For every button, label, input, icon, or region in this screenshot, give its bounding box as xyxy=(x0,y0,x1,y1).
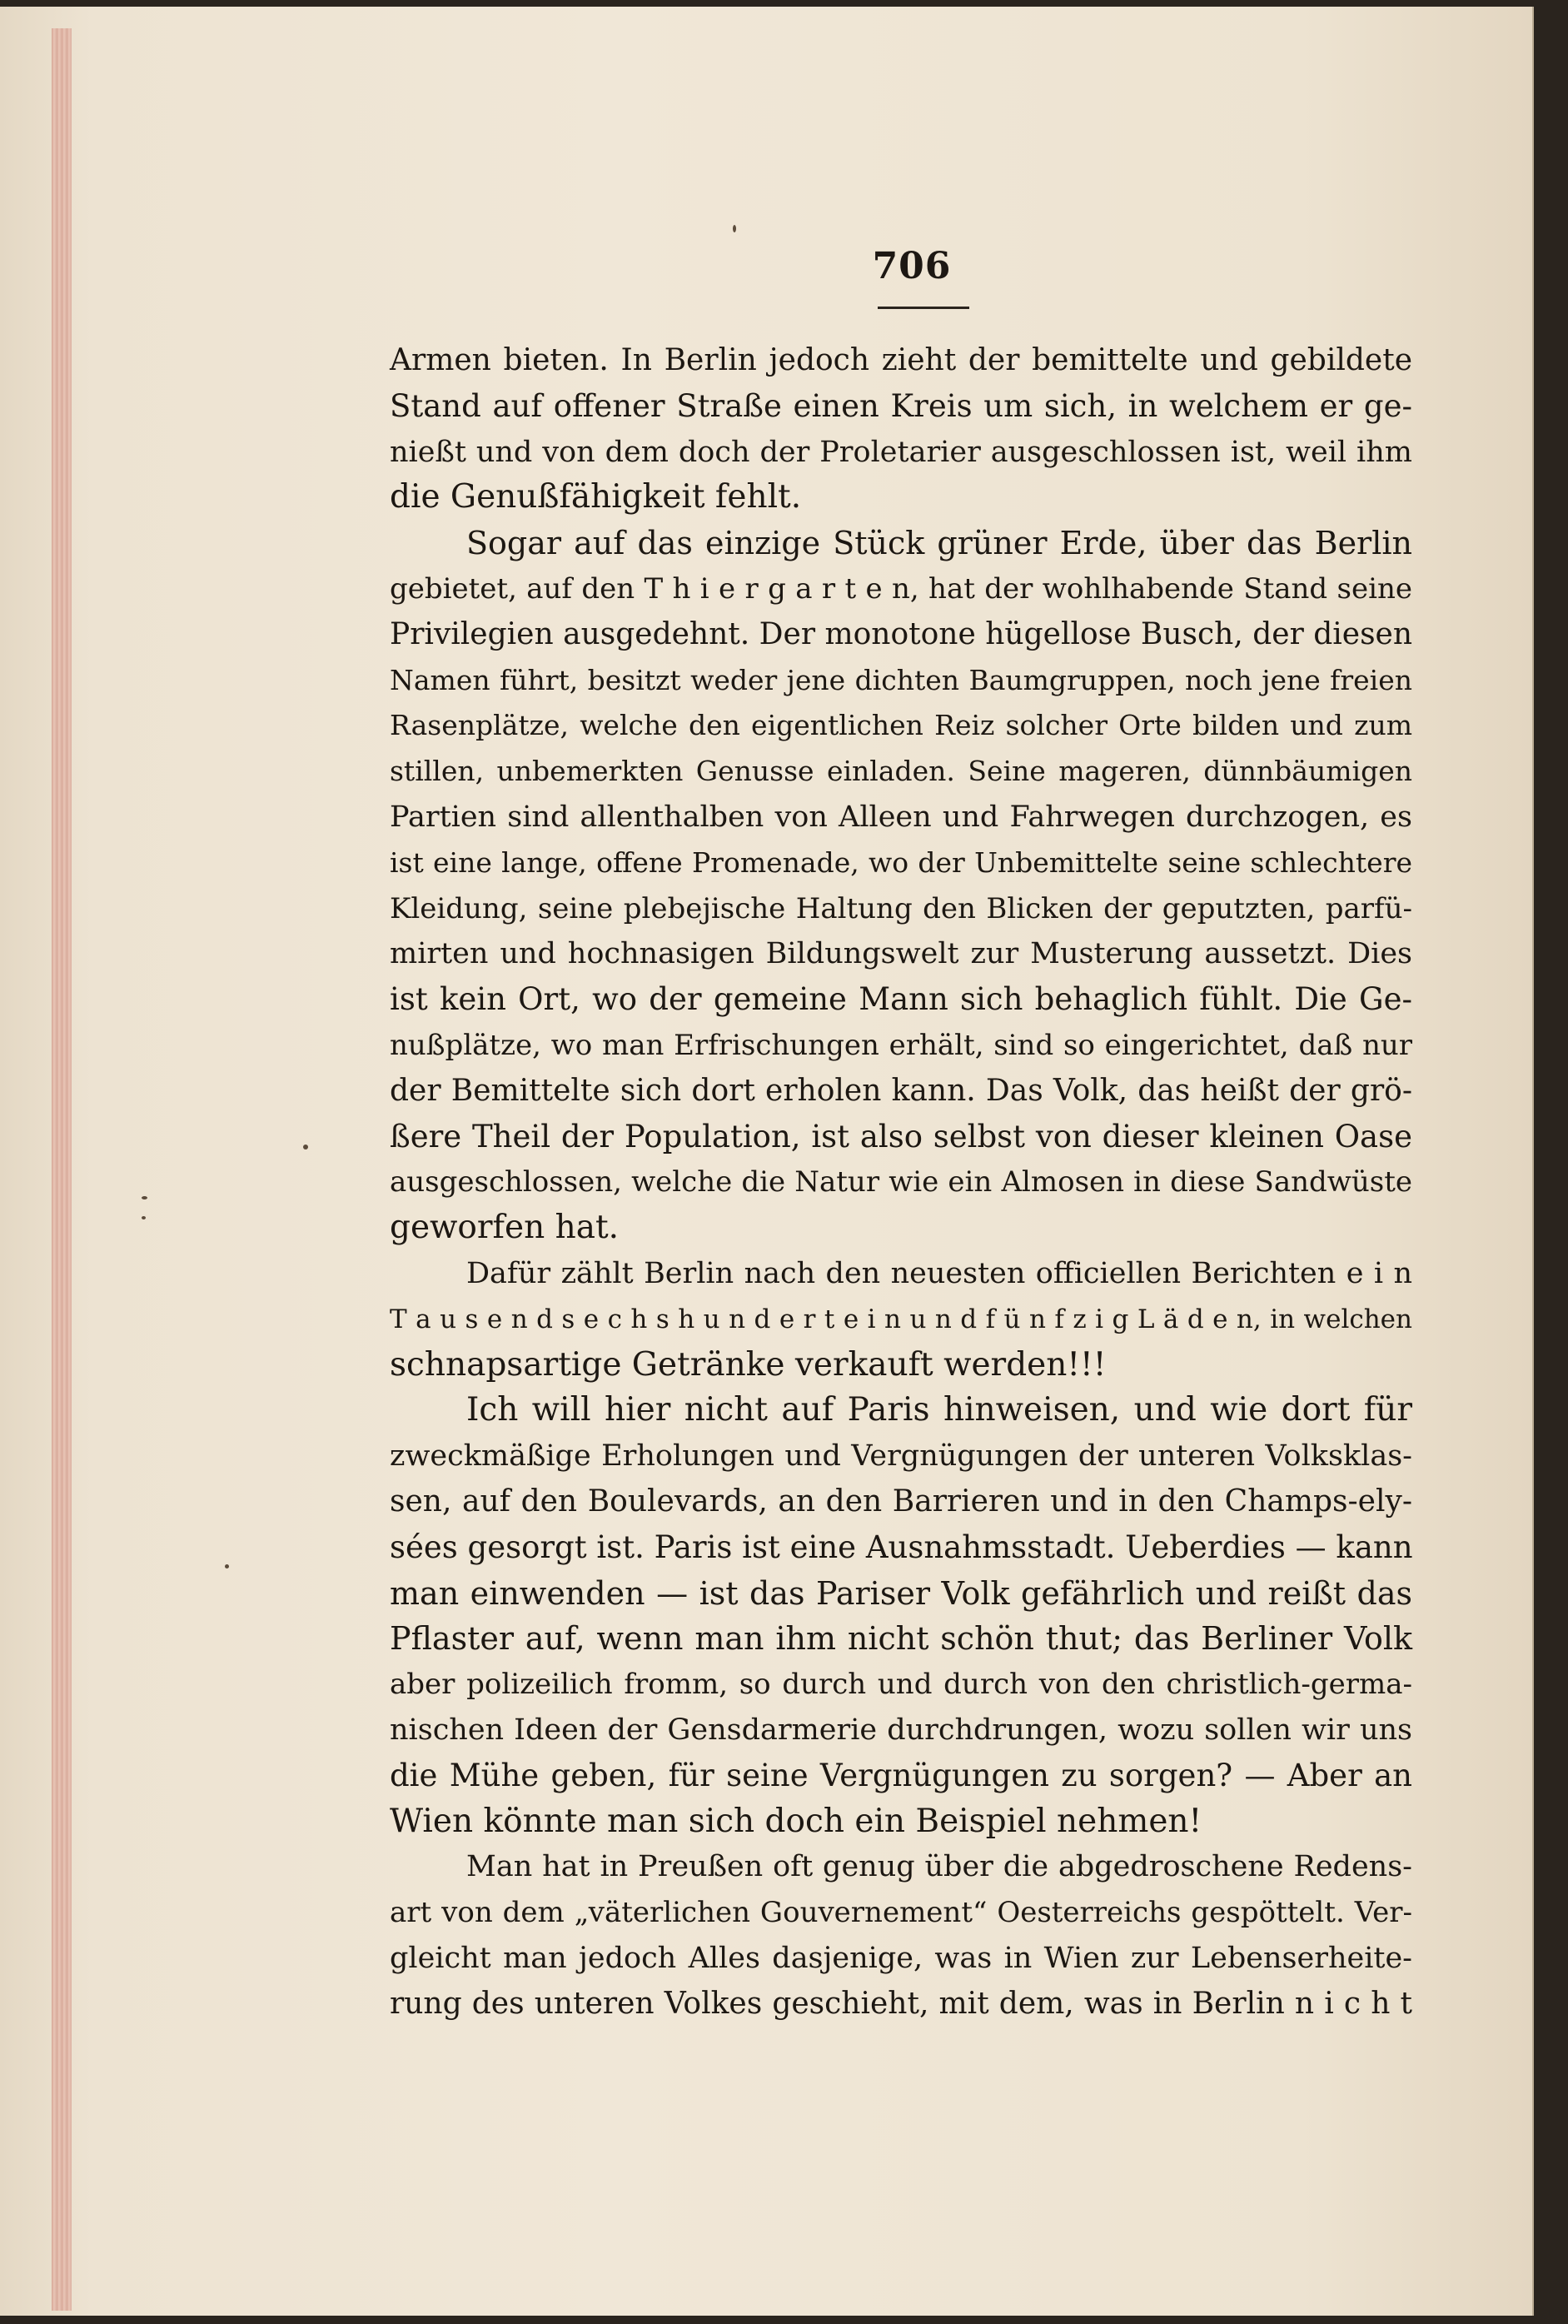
text-body xyxy=(390,338,1413,2021)
text-line: T a u s e n d s e c h s h u n d e r t e i n u n d f ü n f z i g L ä d e n, in welchen xyxy=(390,1304,1412,1334)
text-line: Armen bieten. In Berlin jedoch zieht der bemittelte und gebildete xyxy=(390,343,1412,377)
ink-spot xyxy=(733,225,736,232)
text-line: nußplätze, wo man Erfrischungen erhält, sind so eingerichtet, daß nur xyxy=(390,1028,1412,1062)
ink-spot xyxy=(225,1564,229,1568)
text-line: Ich will hier nicht auf Paris hinweisen, und wie dort für xyxy=(466,1391,1412,1429)
header-rule xyxy=(878,307,969,309)
text-line: ausgeschlossen, welche die Natur wie ein Almosen in diese Sandwüste xyxy=(390,1165,1412,1199)
text-line: Kleidung, seine plebejische Haltung den Blicken der geputzten, parfü- xyxy=(390,891,1412,925)
text-line: ist eine lange, offene Promenade, wo der Unbemittelte seine schlechtere xyxy=(390,845,1412,879)
text-line: rung des unteren Volkes geschieht, mit dem, was in Berlin n i c h t xyxy=(390,1986,1412,2021)
text-line: schnapsartige Getränke verkauft werden!!! xyxy=(390,1345,1107,1384)
text-line: Namen führt, besitzt weder jene dichten Baumgruppen, noch jene freien xyxy=(390,663,1412,696)
text-line: der Bemittelte sich dort erholen kann. Das Volk, das heißt der grö- xyxy=(390,1073,1412,1108)
text-line: Stand auf offener Straße einen Kreis um sich, in welchem er ge- xyxy=(390,387,1412,424)
page-edge-stripe xyxy=(52,28,72,2311)
book-page xyxy=(0,7,1532,2316)
text-line: Wien könnte man sich doch ein Beispiel nehmen! xyxy=(390,1802,1202,1840)
text-line: Privilegien ausgedehnt. Der monotone hügellose Busch, der diesen xyxy=(390,616,1413,651)
text-line: Partien sind allenthalben von Alleen und Fahrwegen durchzogen, es xyxy=(390,800,1412,834)
text-line: Sogar auf das einzige Stück grüner Erde, über das Berlin xyxy=(466,525,1412,562)
text-line: Pflaster auf, wenn man ihm nicht schön thut; das Berliner Volk xyxy=(390,1620,1412,1658)
text-line: die Genußfähigkeit fehlt. xyxy=(390,478,802,516)
ink-spot xyxy=(142,1196,147,1199)
ink-spot xyxy=(142,1216,146,1219)
text-line: zweckmäßige Erholungen und Vergnügungen der unteren Volksklas- xyxy=(390,1439,1412,1474)
page-number: 706 xyxy=(872,245,952,287)
text-line: gebietet, auf den T h i e r g a r t e n, hat der wohlhabende Stand seine xyxy=(390,571,1412,606)
text-line: nießt und von dem doch der Proletarier ausgeschlossen ist, weil ihm xyxy=(390,435,1412,469)
text-line: die Mühe geben, für seine Vergnügungen zu sorgen? — Aber an xyxy=(390,1757,1412,1793)
text-line: man einwenden — ist das Pariser Volk gefährlich und reißt das xyxy=(390,1574,1412,1612)
text-line: aber polizeilich fromm, so durch und durch von den christlich-germa- xyxy=(390,1668,1412,1702)
text-line: sées gesorgt ist. Paris ist eine Ausnahmsstadt. Ueberdies — kann xyxy=(390,1529,1413,1565)
text-line: Rasenplätze, welche den eigentlichen Reiz solcher Orte bilden und zum xyxy=(390,709,1412,742)
text-line: art von dem „väterlichen Gouvernement“ Oesterreichs gespöttelt. Ver- xyxy=(390,1896,1412,1930)
text-line: stillen, unbemerkten Genusse einladen. Seine mageren, dünnbäumigen xyxy=(390,755,1412,788)
text-line: nischen Ideen der Gensdarmerie durchdrungen, wozu sollen wir uns xyxy=(390,1713,1412,1747)
text-line: ßere Theil der Population, ist also selbst von dieser kleinen Oase xyxy=(390,1118,1412,1155)
text-line: Dafür zählt Berlin nach den neuesten officiellen Berichten e i n xyxy=(466,1256,1412,1290)
text-line: gleicht man jedoch Alles dasjenige, was in Wien zur Lebenserheite- xyxy=(390,1941,1412,1975)
ink-spot xyxy=(303,1145,308,1150)
text-line: ist kein Ort, wo der gemeine Mann sich behaglich fühlt. Die Ge- xyxy=(390,981,1412,1018)
text-line: sen, auf den Boulevards, an den Barrieren und in den Champs-ely- xyxy=(390,1484,1412,1519)
text-line: geworfen hat. xyxy=(390,1209,620,1247)
text-line: mirten und hochnasigen Bildungswelt zur Musterung aussetzt. Dies xyxy=(390,937,1412,971)
text-line: Man hat in Preußen oft genug über die abgedroschene Redens- xyxy=(466,1850,1412,1884)
